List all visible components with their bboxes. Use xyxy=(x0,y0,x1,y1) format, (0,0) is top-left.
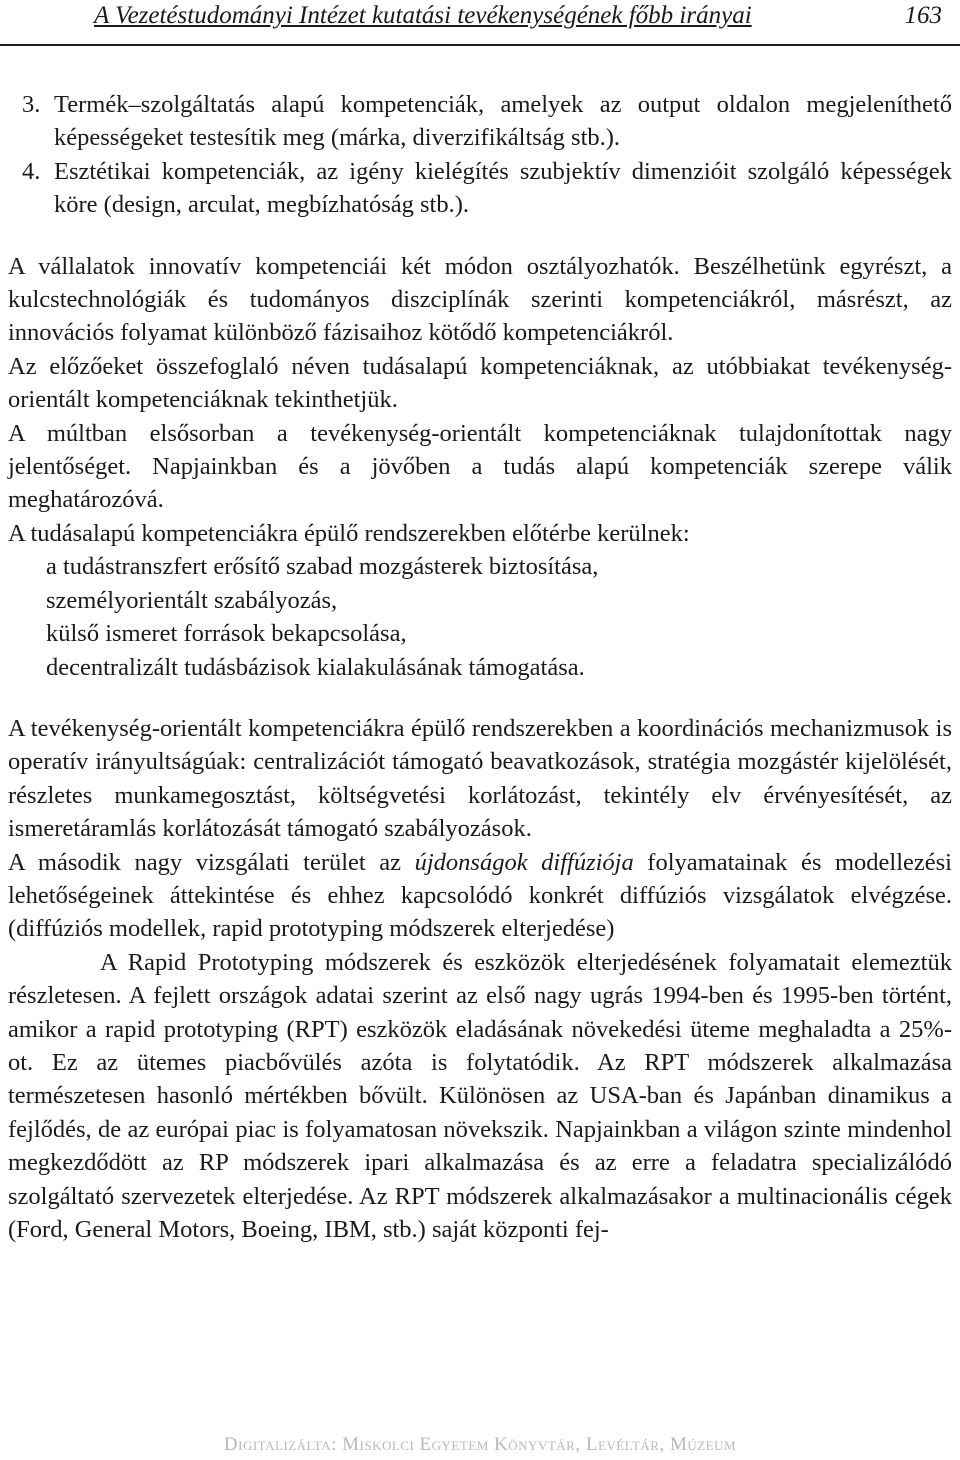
paragraph: A tevékenység-orientált kompetenciákra épülő rendszerekben a koordinációs mechanizmusok is operatív irányultságúak: centralizációt támogató beavatkozások, stratégia mozgástér kijelölését, részletes munkamegosztást, költségvetési korlátozást, tekintély elv érvényesítését, az ismeretáramlás korlátozását támogató szabályozások. xyxy=(8,714,952,843)
spacer xyxy=(8,222,952,250)
paragraph: A tudásalapú kompetenciákra épülő rendszerekben előtérbe kerülnek: xyxy=(8,519,690,547)
spacer xyxy=(8,684,952,712)
paragraph-text: A második nagy vizsgálati terület az xyxy=(8,848,415,876)
sub-list-item: a tudástranszfert erősítő szabad mozgásterek biztosítása, xyxy=(46,553,599,581)
sub-list-item: decentralizált tudásbázisok kialakulásának támogatása. xyxy=(46,653,585,681)
list-number: 3. xyxy=(22,91,41,118)
paragraph: Az előzőeket összefoglaló néven tudásalapú kompetenciáknak, az utóbbiakat tevékenység-orientált kompetenciáknak tekinthetjük. xyxy=(8,352,952,414)
list-text: Termék–szolgáltatás alapú kompetenciák, amelyek az output oldalon megjeleníthető képességeket testesítik meg (márka, diverzifikáltság stb.). xyxy=(54,91,952,152)
list-item xyxy=(8,88,952,155)
italic-term: újdonságok diffúziója xyxy=(414,848,634,876)
list-item xyxy=(8,155,952,222)
sub-list-item: személyorientált szabályozás, xyxy=(46,586,338,614)
list-number: 4. xyxy=(22,157,41,185)
digitization-footer: Digitalizálta: Miskolci Egyetem Könyvtár, Levéltár, Múzeum xyxy=(223,1434,737,1455)
list-text: Esztétikai kompetenciák, az igény kielégítés szubjektív dimenzióit szolgáló képességek köre (design, arculat, megbízhatóság stb.). xyxy=(54,157,952,219)
page-number: 163 xyxy=(904,2,942,29)
paragraph: A Rapid Prototyping módszerek és eszközök elterjedésének folyamatait elemeztük részletesen. A fejlett országok adatai szerint az első nagy ugrás 1994-ben és 1995-ben történt, amikor a rapid prototyping (RPT) eszközök eladásának növekedési üteme meghaladta a 25%-ot. Ez az ütemes piacbővülés azóta is folytatódik. Az RPT módszerek alkalmazása természetesen hasonló mértékben bővült. Különösen az USA-ban és Japánban dinamikus a fejlődés, de az európai piac is folyamatosan növekszik. Napjainkban a világon szinte mindenhol megkezdődött az RP módszerek ipari alkalmazása és az erre a feladatra specializálódó szolgáltató szervezetek elterjedése. Az RPT módszerek alkalmazásakor a multinacionális cégek (Ford, General Motors, Boeing, IBM, stb.) saját központi fej- xyxy=(8,948,952,1243)
header-title: A Vezetéstudományi Intézet kutatási tevékenységének főbb irányai xyxy=(94,2,752,29)
running-header xyxy=(0,0,960,46)
paragraph: A múltban elsősorban a tevékenység-orientált kompetenciáknak tulajdonítottak nagy jelentőséget. Napjainkban és a jövőben a tudás alapú kompetenciák szerepe válik meghatározóvá. xyxy=(8,419,952,514)
paragraph-text: folyamatainak és modellezési lehetőségeinek áttekintése és ehhez kapcsolódó konkrét diffúziós vizsgálatok elvégzése. (diffúziós modellek, rapid prototyping módszerek elterjedése) xyxy=(8,848,952,943)
sub-list-item: külső ismeret források bekapcsolása, xyxy=(46,620,407,648)
paragraph: A vállalatok innovatív kompetenciái két módon osztályozhatók. Beszélhetünk egyrészt, a kulcstechnológiák és tudományos diszciplínák szerinti kompetenciákról, másrészt, az innovációs folyamat különböző fázisaihoz kötődő kompetenciákról. xyxy=(8,252,952,347)
paragraph xyxy=(8,846,952,946)
body-text xyxy=(8,88,952,1246)
